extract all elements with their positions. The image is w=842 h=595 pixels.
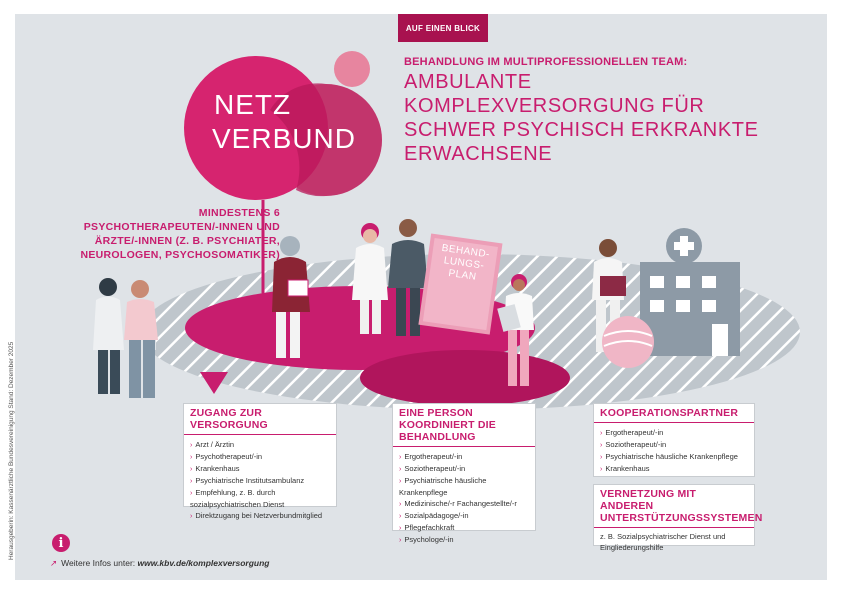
list-item: › Krankenhaus [190,464,240,473]
access-box [183,403,337,520]
patient-figures [93,278,158,398]
small-circle [334,51,370,87]
list-item: › Psychiatrische häusliche Krankenpflege [600,452,738,461]
info-icon: i [52,534,70,552]
networking-box-text: z. B. Sozialpsychiatrischer Dienst und Eingliederungshilfe [600,532,726,552]
list-item: › Psychotherapeut/-in [190,452,263,461]
list-item: › Psychiatrische häusliche Krankenpflege [399,476,487,497]
coordination-list [393,447,535,550]
hospital-building [640,228,740,356]
list-item: › Psychologe/-in [399,535,454,544]
coordination-box [392,403,536,544]
network-requirement-text: MINDESTENS 6 PSYCHOTHERAPEUTEN/-INNEN UND ÄRZTE/-INNEN (Z. B. PSYCHIATER, NEUROLOGEN, PSYCHOSOMATIKER) [80,207,280,261]
page-subtitle: BEHANDLUNG IM MULTIPROFESSIONELLEN TEAM: [404,56,688,68]
more-info-label: Weitere Infos unter: [61,558,136,568]
list-item: › Sozialpädagoge/-in [399,511,469,520]
arrow-icon: ↗ [50,558,58,568]
cooperation-box-title: KOOPERATIONSPARTNER [594,404,754,423]
netz-line: NETZ [214,89,292,120]
list-item: › Krankenhaus [600,464,650,473]
list-item: › Psychiatrische Institutsambulanz [190,476,305,485]
more-info-link[interactable]: www.kbv.de/komplexversorgung [137,558,270,568]
more-info-line [50,558,269,569]
list-item: › Empfehlung, z. B. durch sozialpsychiatrischen Dienst [190,488,285,509]
coordination-box-title: EINE PERSON KOORDINIERT DIE BEHANDLUNG [393,404,535,447]
access-list [184,435,336,526]
list-item: › Medizinische/-r Fachangestellte/-r [399,499,517,508]
publisher-note: Herausgeberin: Kassenärztliche Bundesvereinigung Stand: Dezember 2025 [8,341,15,560]
cooperation-box [593,403,755,477]
verbund-line: VERBUND [212,123,356,154]
treatment-plan-label: BEHAND-LUNGS-PLAN [440,242,491,283]
list-item: › Ergotherapeut/-in [399,452,463,461]
list-item: › Soziotherapeut/-in [399,464,466,473]
access-box-title: ZUGANG ZUR VERSORGUNG [184,404,336,435]
page-title: AMBULANTE KOMPLEXVERSORGUNG FÜR SCHWER PSYCHISCH ERKRANKTE ERWACHSENE [404,71,759,165]
list-item: › Pflegefachkraft [399,523,455,532]
coordination-floor-shape [360,350,570,406]
netzverbund-label [212,88,356,156]
networking-box-title: VERNETZUNG MIT ANDEREN UNTERSTÜTZUNGSSYSTEMEN [594,485,754,528]
networking-box [593,484,763,552]
list-item: › Arzt / Ärztin [190,440,235,449]
list-item: › Soziotherapeut/-in [600,440,667,449]
cooperation-list [594,423,754,479]
at-a-glance-badge: AUF EINEN BLICK [398,14,488,42]
list-item: › Ergotherapeut/-in [600,428,664,437]
list-item: › Direktzugang bei Netzverbundmitglied [190,511,323,520]
